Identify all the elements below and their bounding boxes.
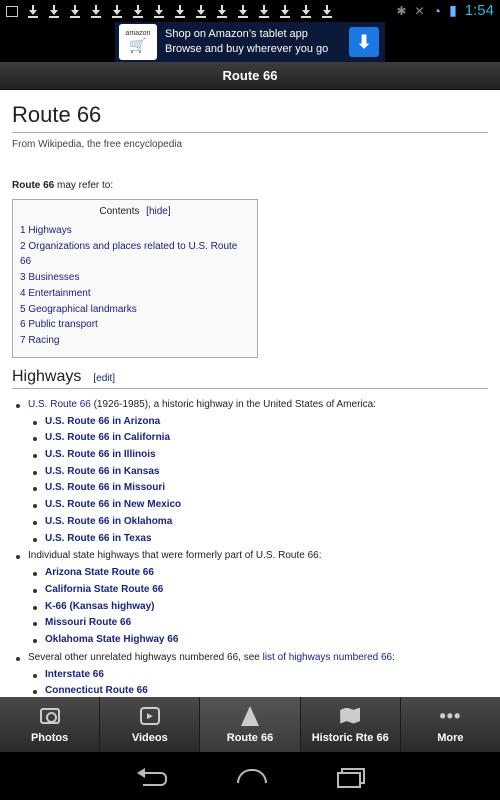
sublist-item	[28, 447, 488, 464]
download-icon	[132, 4, 144, 18]
sublist-link[interactable]: U.S. Route 66 in California	[45, 432, 171, 444]
sublist-link[interactable]: U.S. Route 66 in Oklahoma	[45, 515, 173, 527]
tab-label: Historic Rte 66	[311, 731, 389, 744]
sublist-item	[28, 514, 488, 531]
status-bar	[0, 0, 500, 22]
list-item-text: Several other unrelated highways numbered 66, see	[28, 651, 263, 663]
list-item-text: Individual state highways that were formerly part of U.S. Route 66:	[28, 550, 322, 562]
sublist-link[interactable]: K-66 (Kansas highway)	[45, 600, 155, 612]
tab-historic-rte-66[interactable]	[301, 697, 401, 752]
title-bar	[0, 62, 500, 90]
sublist-link[interactable]: Arizona State Route 66	[45, 567, 154, 579]
sublist-link[interactable]: U.S. Route 66 in Arizona	[45, 415, 161, 427]
sublist-item	[28, 497, 488, 514]
download-icon	[237, 4, 249, 18]
us-route-66-link[interactable]: U.S. Route 66	[28, 398, 91, 410]
tab-more[interactable]	[401, 697, 500, 752]
tab-label: Route 66	[226, 731, 274, 744]
sublist-item	[28, 430, 488, 447]
sublist-link[interactable]: Interstate 66	[45, 668, 104, 680]
article-intro	[12, 180, 488, 191]
sublist-link[interactable]: Oklahoma State Highway 66	[45, 634, 179, 646]
toc-hide-link[interactable]: [hide]	[146, 206, 171, 217]
gallery-notification-icon	[6, 6, 18, 17]
more-dots-icon: •••	[439, 705, 462, 726]
map-icon	[339, 706, 361, 726]
tab-label: Photos	[30, 731, 69, 744]
system-navigation-bar	[0, 752, 500, 800]
download-icon	[27, 4, 39, 18]
tab-label: More	[437, 731, 464, 744]
toc-title: Contents	[99, 206, 140, 217]
edit-link[interactable]: [edit]	[93, 372, 116, 384]
download-icon	[195, 4, 207, 18]
cart-icon: 🛒	[129, 37, 147, 53]
download-icon	[216, 4, 228, 18]
article-title: Route 66	[12, 102, 488, 133]
road-icon	[239, 706, 261, 726]
sublist-link[interactable]: U.S. Route 66 in New Mexico	[45, 499, 182, 511]
section-heading-highways	[12, 368, 488, 389]
intro-text: may refer to:	[54, 180, 114, 191]
download-icon	[279, 4, 291, 18]
clock: 1:54	[464, 2, 494, 19]
toc-item[interactable]: 1 Highways	[20, 225, 72, 236]
sublist-item	[28, 464, 488, 481]
download-icon	[48, 4, 60, 18]
mute-icon: ✕	[414, 3, 425, 18]
ad-download-icon[interactable]: ⬇	[349, 27, 379, 57]
download-icon	[258, 4, 270, 18]
bluetooth-icon: ✱	[396, 3, 407, 18]
sublist-item	[28, 599, 488, 616]
amazon-logo-text: amazon	[125, 30, 151, 37]
list-item-colon: :	[392, 651, 395, 663]
sublist-item	[28, 667, 488, 684]
sublist	[28, 565, 488, 649]
sublist-link[interactable]: U.S. Route 66 in Texas	[45, 532, 152, 544]
list-item-text: (1926-1985), a historic highway in the United States of America:	[90, 398, 376, 410]
system-status	[396, 2, 494, 19]
toc-header	[20, 206, 250, 217]
tab-label: Videos	[131, 731, 168, 744]
toc-item[interactable]: 3 Businesses	[20, 272, 80, 284]
sublist-link[interactable]: California State Route 66	[45, 583, 164, 595]
tab-route-66[interactable]	[200, 697, 300, 752]
highways-numbered-66-link[interactable]: list of highways numbered 66	[262, 651, 393, 663]
list-item	[12, 550, 488, 649]
sublist-item	[28, 531, 488, 548]
download-icon	[153, 4, 165, 18]
youtube-icon: ▶	[139, 706, 161, 726]
sublist-link[interactable]: Missouri Route 66	[45, 617, 132, 629]
section-heading-text: Highways	[12, 367, 82, 385]
toc-item[interactable]: 5 Geographical landmarks	[20, 303, 137, 315]
ad-banner[interactable]	[115, 22, 385, 62]
sublist-link[interactable]: U.S. Route 66 in Kansas	[45, 465, 160, 477]
sublist-item	[28, 582, 488, 599]
sublist-item	[28, 565, 488, 582]
highways-list	[12, 399, 488, 717]
sublist-item	[28, 414, 488, 431]
sublist	[28, 414, 488, 548]
sublist-item	[28, 615, 488, 632]
recent-apps-icon[interactable]	[337, 768, 363, 784]
article-content[interactable]	[0, 90, 500, 697]
home-icon[interactable]	[237, 769, 267, 783]
toc-item[interactable]: 7 Racing	[20, 334, 60, 346]
download-icon	[69, 4, 81, 18]
ad-text	[161, 27, 349, 57]
tab-videos[interactable]	[100, 697, 200, 752]
sublist-link[interactable]: U.S. Route 66 in Missouri	[45, 482, 166, 494]
battery-icon: ▮	[449, 2, 457, 18]
sublist-link[interactable]: U.S. Route 66 in Illinois	[45, 449, 156, 461]
download-icon	[321, 4, 333, 18]
table-of-contents	[12, 199, 258, 358]
download-icon	[90, 4, 102, 18]
ad-line-1: Shop on Amazon’s tablet app	[165, 28, 308, 40]
amazon-logo	[119, 24, 157, 60]
page-title: Route 66	[222, 68, 278, 83]
download-icon	[111, 4, 123, 18]
back-icon[interactable]	[137, 768, 167, 784]
sublist-item	[28, 480, 488, 497]
sublist-item	[28, 632, 488, 649]
intro-bold: Route 66	[12, 180, 55, 191]
tab-photos[interactable]	[0, 697, 100, 752]
article-subtitle: From Wikipedia, the free encyclopedia	[12, 139, 183, 150]
toc-item[interactable]: 6 Public transport	[20, 319, 98, 331]
bottom-tab-bar	[0, 697, 500, 752]
camera-icon	[39, 706, 61, 726]
notification-icons	[6, 4, 333, 18]
ad-line-2: Browse and buy wherever you go	[165, 43, 329, 55]
sublist-link[interactable]: Connecticut Route 66	[45, 685, 148, 697]
list-item	[12, 399, 488, 548]
download-icon	[300, 4, 312, 18]
download-icon	[174, 4, 186, 18]
toc-item[interactable]: 4 Entertainment	[20, 287, 91, 299]
wifi-icon: ◔	[432, 2, 442, 19]
toc-item[interactable]: 2 Organizations and places related to U.S. Route 66	[20, 240, 238, 268]
